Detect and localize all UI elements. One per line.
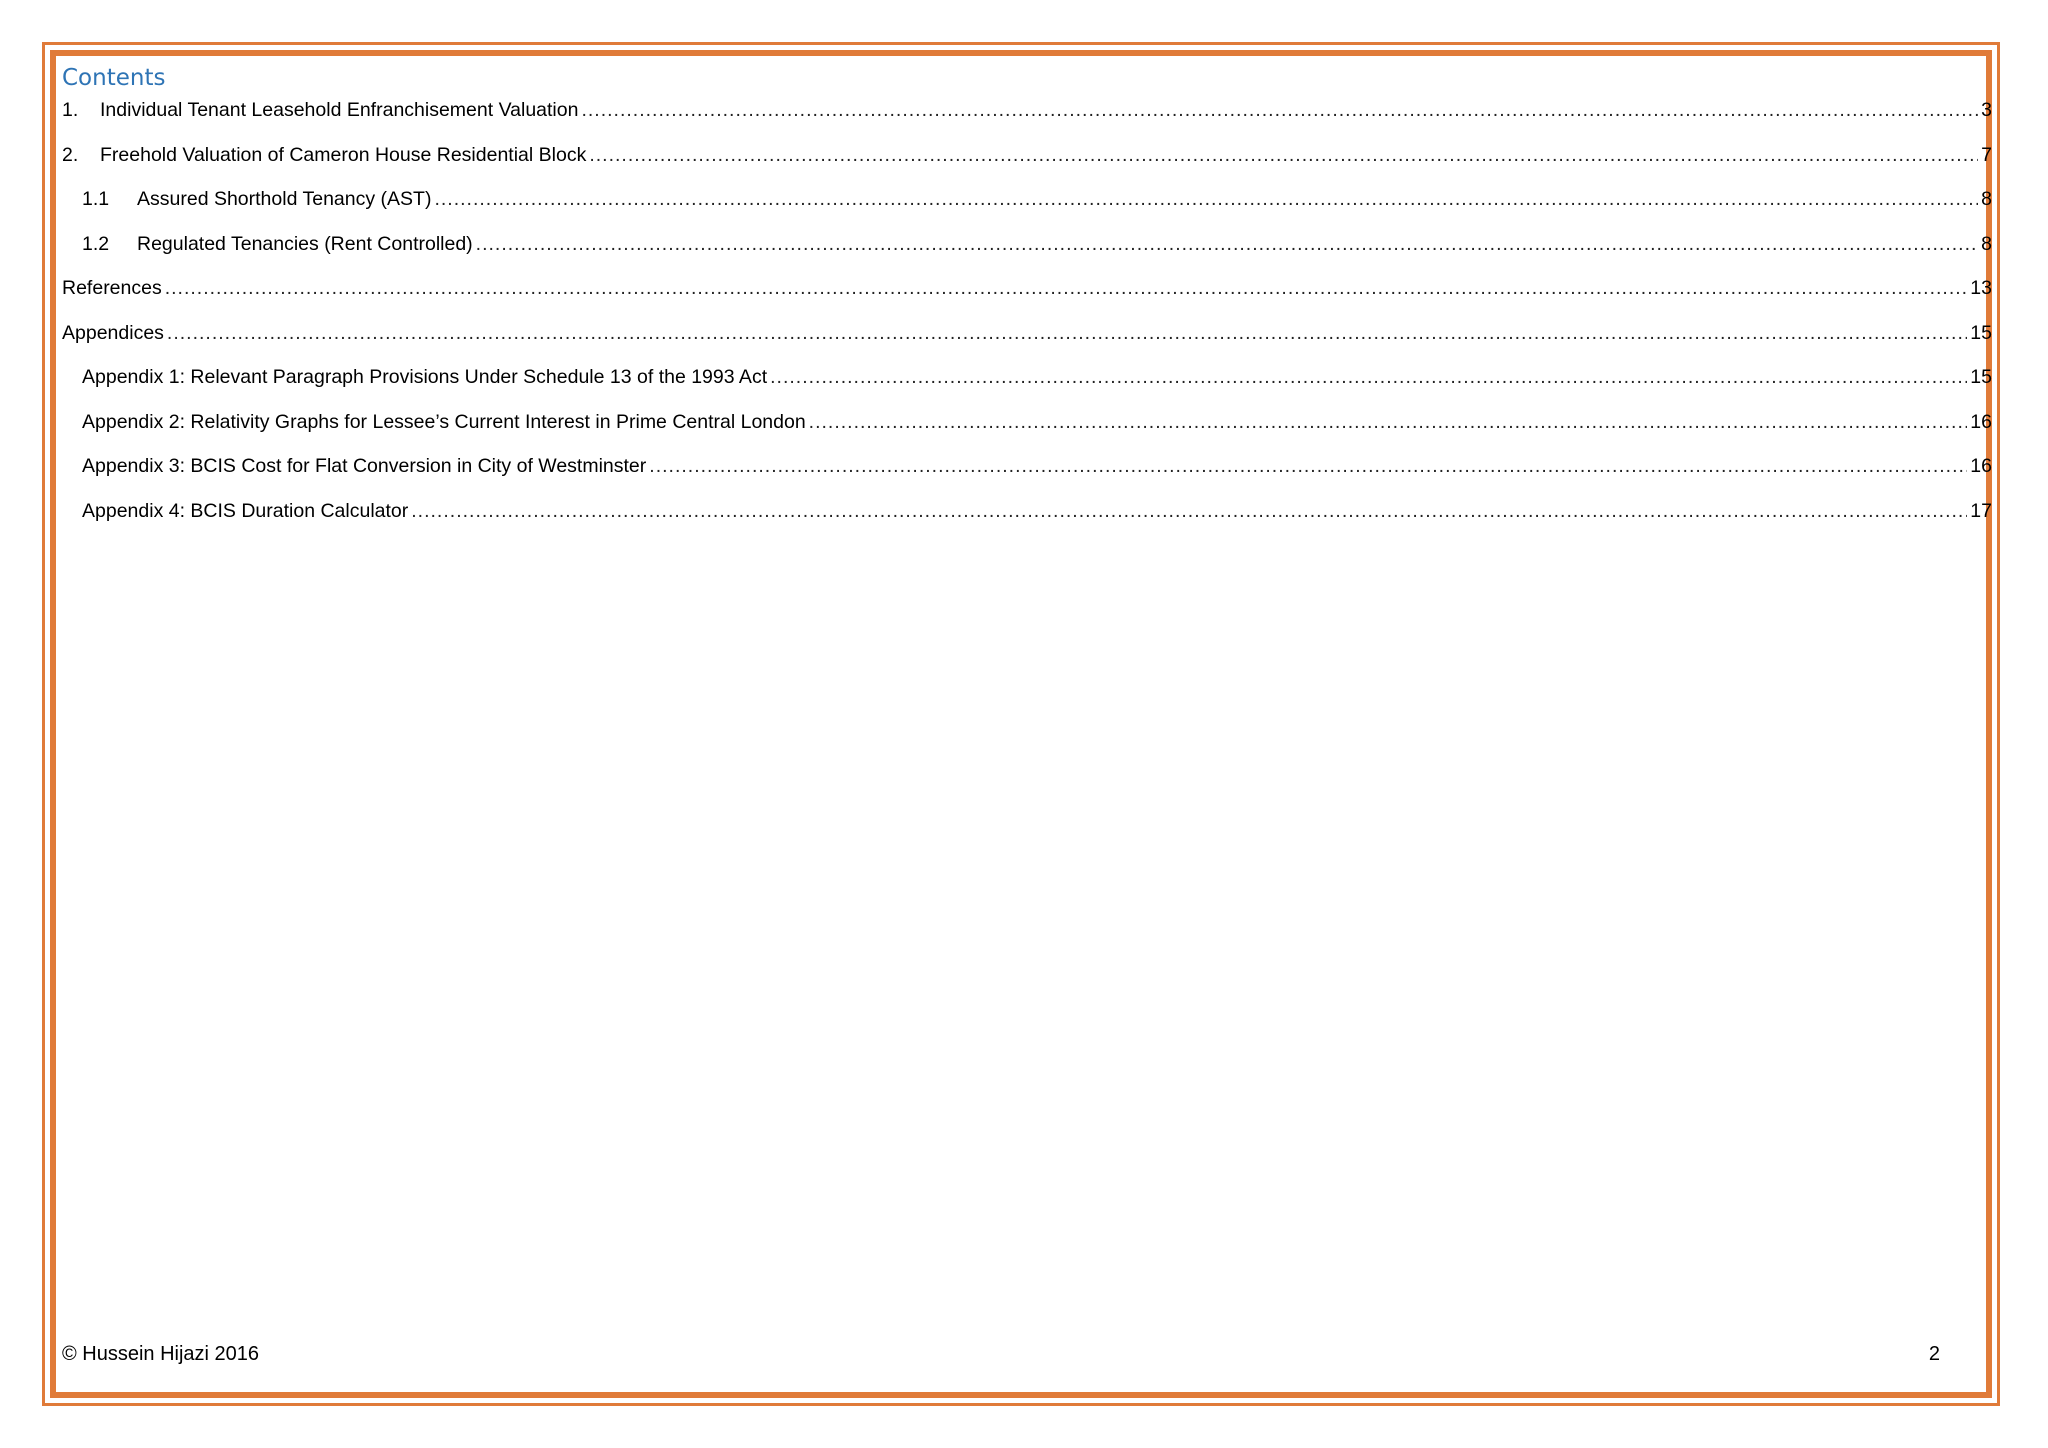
toc-entry-title: Appendices <box>62 319 164 347</box>
toc-dot-leader <box>581 96 1978 124</box>
toc-entry-page: 17 <box>1970 499 1992 522</box>
toc-entry-page: 3 <box>1981 99 1992 121</box>
toc-entry-title: Individual Tenant Leasehold Enfranchisement Valuation <box>100 96 578 124</box>
toc-dot-leader <box>649 452 1967 480</box>
footer-copyright: © Hussein Hijazi 2016 <box>62 1343 260 1365</box>
toc-entry-number: 2. <box>62 143 79 166</box>
toc-entry-number: 1. <box>62 99 79 121</box>
toc-entry-title: Appendix 2: Relativity Graphs for Lessee’s Current Interest in Prime Central London <box>82 408 806 436</box>
table-of-contents <box>62 96 1992 541</box>
toc-entry-page: 13 <box>1970 277 1992 299</box>
toc-entry-title: Assured Shorthold Tenancy (AST) <box>137 185 431 213</box>
footer-page-number: 2 <box>1928 1343 1940 1365</box>
toc-entry-page: 15 <box>1970 321 1992 344</box>
toc-entry-title: References <box>62 274 162 302</box>
contents-heading: Contents <box>62 65 166 91</box>
toc-entry-page: 16 <box>1970 455 1992 477</box>
toc-entry-title: Appendix 3: BCIS Cost for Flat Conversion in City of Westminster <box>82 452 646 480</box>
toc-entry-freehold-valuation[interactable] <box>62 141 1992 186</box>
toc-entry-title: Freehold Valuation of Cameron House Residential Block <box>100 141 586 169</box>
toc-entry-assured-shorthold-tenancy[interactable] <box>62 185 1992 230</box>
toc-entry-appendices[interactable] <box>62 319 1992 364</box>
toc-entry-appendix-1[interactable] <box>62 363 1992 408</box>
toc-dot-leader <box>411 497 1967 525</box>
toc-entry-individual-tenant-valuation[interactable] <box>62 96 1992 141</box>
toc-dot-leader <box>770 363 1967 391</box>
toc-entry-appendix-3[interactable] <box>62 452 1992 497</box>
toc-entry-title: Appendix 1: Relevant Paragraph Provisions Under Schedule 13 of the 1993 Act <box>82 363 767 391</box>
toc-entry-page: 7 <box>1981 143 1992 166</box>
toc-dot-leader <box>434 185 1978 213</box>
toc-dot-leader <box>165 274 1968 302</box>
toc-entry-title: Regulated Tenancies (Rent Controlled) <box>137 230 473 258</box>
toc-dot-leader <box>476 230 1978 258</box>
toc-entry-appendix-2[interactable] <box>62 408 1992 453</box>
toc-dot-leader <box>589 141 1978 169</box>
toc-dot-leader <box>167 319 1967 347</box>
toc-entry-number: 1.1 <box>82 188 110 210</box>
toc-dot-leader <box>809 408 1968 436</box>
toc-entry-appendix-4[interactable] <box>62 497 1992 542</box>
toc-entry-page: 8 <box>1981 232 1992 255</box>
toc-entry-references[interactable] <box>62 274 1992 319</box>
toc-entry-regulated-tenancies[interactable] <box>62 230 1992 275</box>
toc-entry-page: 16 <box>1970 410 1992 433</box>
toc-entry-title: Appendix 4: BCIS Duration Calculator <box>82 497 408 525</box>
toc-entry-number: 1.2 <box>82 232 110 255</box>
toc-entry-page: 15 <box>1970 366 1992 388</box>
toc-entry-page: 8 <box>1981 188 1992 210</box>
